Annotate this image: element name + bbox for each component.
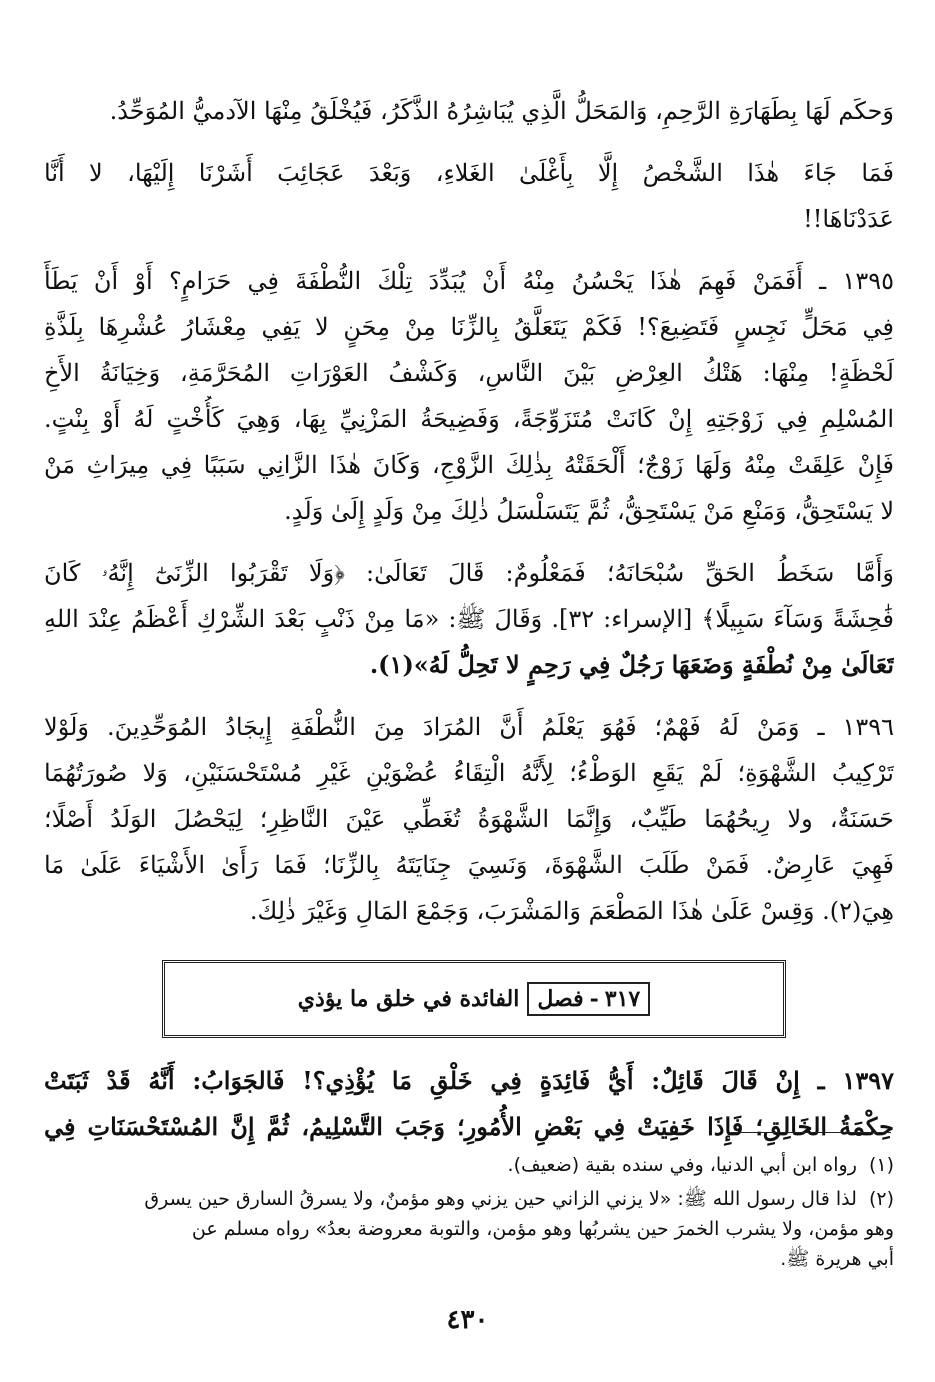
footnote-text: لذا قال رسول الله ﷺ: «لا يزني الزاني حين يزني وهو مؤمنٌ، ولا يسرقُ السارق حين يسرق [144, 1188, 857, 1210]
text-line: تَعَالَىٰ مِنْ نُطْفَةٍ وَضَعَهَا رَجُلٌ فِي رَحِمٍ لا تَحِلُّ لَهُ»(١). [369, 650, 894, 679]
text-line: عَدَدْنَاهَا!! [803, 205, 894, 233]
section-title: الفائدة في خلق ما يؤذي [297, 986, 520, 1012]
footnote-1 [44, 1150, 894, 1180]
text-line: فَهِيَ عَارِضٌ. فَمَنْ طَلَبَ الشَّهْوَةَ، وَنَسِيَ جِنَايَتَهُ بِالزِّنَا؛ فَمَا رَأَىٰ الأَشْيَاءَ عَلَىٰ مَا [44, 851, 894, 879]
text-line: حَسَنَةٌ، ولا رِيحُهُمَا طَيِّبٌ، وَإِنَّمَا الشَّهْوَةُ تُغَطِّي عَيْنَ النَّاظِرِ؛ لِيَحْصُلَ الوَلَدُ أَصْلًا؛ [44, 805, 894, 833]
text-line: فَمَا جَاءَ هٰذَا الشَّخْصُ إِلَّا بِأَغْلَىٰ الغَلاءِ، وَبَعْدَ عَجَائِبَ أَشَرْنَا إِلَيْهَا، لا أَنَّا [44, 159, 894, 187]
footnote-number: (١) [868, 1154, 894, 1176]
text-line: ١٣٩٥ ـ أَفَمَنْ فَهِمَ هٰذَا يَحْسُنُ مِنْهُ أَنْ يُبَدِّدَ تِلْكَ النُّطْفَةَ فِي حَرَامٍ؟ أَوْ أَنْ يَطَأَ [44, 267, 894, 295]
footnote-text: أبي هريرة ﷺ. [780, 1248, 894, 1270]
paragraph-quran-hadith [44, 550, 894, 688]
text-line: فَإِنْ عَلِقَتْ مِنْهُ وَلَهَا زَوْجٌ؛ أَلْحَقَتْهُ بِذٰلِكَ الزَّوْجِ، وَكَانَ هٰذَا الزَّانِي سَبَبًا فِي مِيرَاثِ مَنْ [44, 451, 894, 479]
text-line: تَرْكِيبُ الشَّهْوَةِ؛ لَمْ يَقَعِ الوَطْءُ؛ لِأَنَّهُ الْتِقَاءُ عُضْوَيْنِ غَيْرِ مُسْتَحْسَنَيْنِ، وَلا صُورَتُهُمَا [44, 759, 894, 787]
text-line: المُسْلِمِ فِي زَوْجَتِهِ إِنْ كَانَتْ مُتَزَوِّجَةً، وَفَضِيحَةُ المَزْنِيِّ بِهَا، وَهِيَ كَأُخْتٍ لَهُ أَوْ بِنْتٍ. [44, 405, 894, 433]
footnote-divider [731, 1132, 891, 1133]
text-line: هِيَ(٢). وَقِسْ عَلَىٰ هٰذَا المَطْعَمَ وَالمَشْرَبَ، وَجَمْعَ المَالِ وَغَيْرَ ذٰلِكَ. [249, 897, 894, 925]
text-line: لَحْظَةٍ! مِنْهَا: هَتْكُ العِرْضِ بَيْنَ النَّاسِ، وَكَشْفُ العَوْرَاتِ المُحَرَّمَةِ، وَخِيَانَةُ الأَخِ [44, 359, 894, 387]
section-heading-box [162, 960, 786, 1038]
paragraph-2 [44, 150, 894, 242]
footnote-2 [44, 1184, 894, 1274]
section-number-tag [527, 982, 650, 1016]
section-dash: - [589, 986, 599, 1012]
paragraph-1396 [44, 704, 894, 934]
text-line: ١٣٩٧ ـ إِنْ قَالَ قَائِلٌ: أَيُّ فَائِدَةٍ فِي خَلْقِ مَا يُؤْذِي؟! فَالجَوَابُ: أَنَّهُ قَدْ ثَبَتَتْ [44, 1066, 894, 1095]
section-label: فصل [537, 986, 584, 1012]
paragraph-1395 [44, 258, 894, 534]
footnotes [44, 1150, 894, 1278]
paragraph-1 [44, 88, 894, 134]
section-heading [298, 982, 650, 1016]
text-line: ١٣٩٦ ـ وَمَنْ لَهُ فَهْمٌ؛ فَهُوَ يَعْلَمُ أَنَّ المُرَادَ مِنَ النُّطْفَةِ إِيجَادُ المُوَحِّدِينَ. وَلَوْلا [44, 713, 894, 741]
text-line: وَحكَم لَهَا بِطَهَارَةِ الرَّحِمِ، وَالمَحَلُّ الَّذِي يُبَاشِرُهُ الذَّكَرُ، فَيُخْلَقُ مِنْهَا الآدميُّ المُوَحِّدُ. [109, 97, 894, 125]
text-line: وَأَمَّا سَخَطُ الحَقِّ سُبْحَانَهُ؛ فَمَعْلُومٌ: قَالَ تَعَالَىٰ: ﴿وَلَا تَقْرَبُوا الزِّنَىٰٓ إِنَّهُۥ كَانَ [44, 559, 894, 587]
footnote-text: وهو مؤمن، ولا يشرب الخمرَ حين يشربُها وهو مؤمن، والتوبة معروضة بعدُ» رواه مسلم عن [191, 1218, 894, 1240]
footnote-number: (٢) [868, 1188, 894, 1210]
text-line: حِكْمَةُ الخَالِقِ؛ فَإِذَا خَفِيَتْ فِي بَعْضِ الأُمُورِ؛ وَجَبَ التَّسْلِيمُ، ثُمَّ إِنَّ المُسْتَحْسَنَاتِ فِي [44, 1112, 894, 1141]
page-body [44, 88, 894, 1166]
paragraph-1397 [44, 1058, 894, 1150]
page-number: ٤٣٠ [446, 1305, 489, 1335]
text-line: فَٰحِشَةً وَسَآءَ سَبِيلًا﴾ [الإسراء: ٣٢]. وَقَالَ ﷺ: «مَا مِنْ ذَنْبٍ بَعْدَ الشِّرْكِ أَعْظَمُ عِنْدَ اللهِ [44, 605, 894, 633]
footnote-text: رواه ابن أبي الدنيا، وفي سنده بقية (ضعيف). [507, 1154, 857, 1176]
text-line: لا يَسْتَحِقُّ، وَمَنْعِ مَنْ يَسْتَحِقُّ، ثُمَّ يَتَسَلْسَلُ ذٰلِكَ مِنْ وَلَدٍ إِلَىٰ وَلَدٍ. [284, 497, 894, 525]
text-line: فِي مَحَلٍّ نَجِسٍ فَتَضِيعَ؟! فَكَمْ يَتَعَلَّقُ بِالزِّنَا مِنْ مِحَنٍ لا يَفِي مِعْشَارُ عُشْرِهَا بِلَذَّةِ [44, 313, 894, 341]
section-number: ٣١٧ [604, 986, 641, 1012]
